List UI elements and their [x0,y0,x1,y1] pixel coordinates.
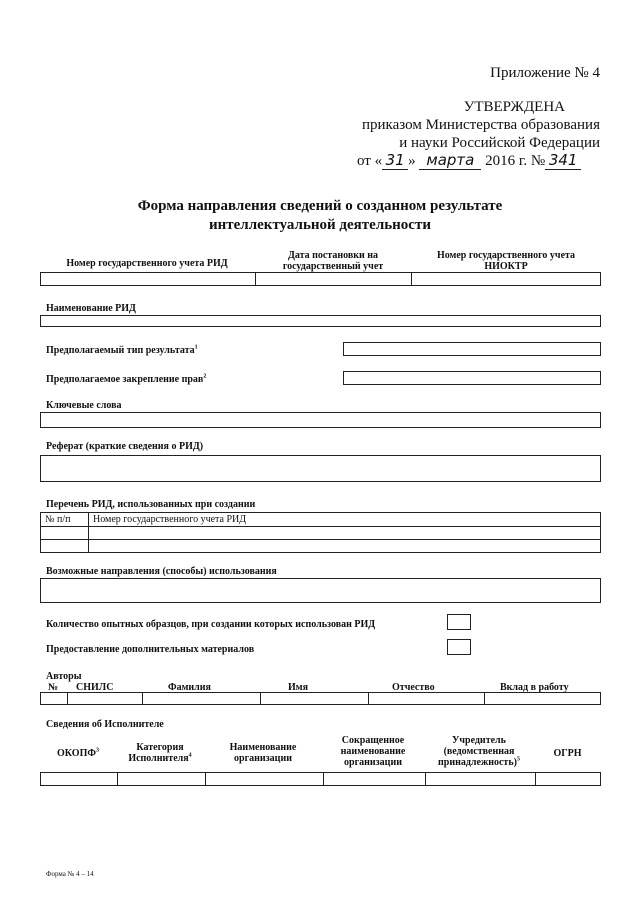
footnote-ref: 5 [516,756,520,763]
used-rid-row-divider [41,539,600,540]
executor-col-okopf [40,748,116,759]
rights-label [46,374,206,386]
used-rid-reg-header: Номер государственного учета РИД [93,514,247,525]
short-line-1: Сокращенное [341,735,405,746]
founder-line-2: (ведомственная [443,746,515,757]
authors-col-divider [67,693,68,704]
prototypes-label: Количество опытных образцов, при создании которых использован РИД [46,619,376,630]
rid-reg-number-header: Номер государственного учета РИД [66,258,228,269]
executor-col-founder [424,735,534,768]
prototypes-count-box[interactable] [447,614,471,630]
abstract-label: Реферат (краткие сведения о РИД) [46,441,204,452]
executor-col-divider [535,773,536,785]
order-line-2: и науки Российской Федерации [399,135,600,151]
executor-col-divider [425,773,426,785]
form-title-line-1: Форма направления сведений о созданном результате [137,198,503,214]
form-title-line-2: интеллектуальной деятельности [209,217,431,233]
niokr-number-header [411,250,601,272]
authors-col-divider [142,693,143,704]
short-line-2: наименование [340,746,406,757]
executor-col-divider [323,773,324,785]
keywords-field[interactable] [40,412,601,428]
rights-field[interactable] [343,371,601,385]
executor-col-divider [117,773,118,785]
registration-divider [255,273,256,285]
executor-col-short-name [322,735,424,768]
used-rid-row-divider [41,526,600,527]
usage-field[interactable] [40,578,601,603]
reg-date-header [255,250,411,272]
founder-line-3: принадлежность) [438,757,517,768]
rid-name-label: Наименование РИД [46,303,136,314]
executor-col-category [116,742,204,764]
executor-col-ogrn: ОГРН [553,748,582,759]
used-rid-num-header: № п/п [45,514,71,525]
date-day: 31 [382,151,408,170]
name-line-2: организации [234,753,292,764]
footnote-ref: 4 [188,752,192,759]
date-mid: » [408,153,416,169]
used-rid-table [40,512,601,553]
abstract-field[interactable] [40,455,601,482]
niokr-header-line-1: Номер государственного учета [436,250,576,261]
result-type-field[interactable] [343,342,601,356]
executor-col-name [204,742,322,764]
order-line-1: приказом Министерства образования [362,117,600,133]
category-line-2: Исполнителя [128,753,189,764]
category-line-1: Категория [136,742,184,753]
result-type-label [46,345,198,357]
registration-row [40,272,601,286]
authors-col-contribution: Вклад в работу [500,682,569,693]
footnote-ref: 3 [95,747,99,754]
authors-col-surname: Фамилия [168,682,211,693]
authors-col-divider [484,693,485,704]
executor-label: Сведения об Исполнителе [46,719,164,730]
result-type-text: Предполагаемый тип результата [46,345,195,356]
used-rid-col-divider [88,513,89,552]
used-rid-label: Перечень РИД, использованных при создании [46,499,256,510]
authors-col-snils: СНИЛС [76,682,114,693]
appendix-number: Приложение № 4 [490,65,600,81]
niokr-header-line-2: НИОКТР [484,261,528,272]
okopf-text: ОКОПФ [57,748,96,759]
date-month: марта [419,151,481,170]
usage-label: Возможные направления (способы) использования [46,566,277,577]
approved-heading: УТВЕРЖДЕНА [463,99,565,115]
authors-col-num: № [48,682,59,693]
authors-col-name: Имя [288,682,308,693]
executor-row [40,772,601,786]
reg-date-header-line-2: государственный учет [282,261,384,272]
keywords-label: Ключевые слова [46,400,122,411]
form-number-footer: Форма № 4 – 14 [46,870,94,878]
order-date [357,151,581,170]
short-line-3: организации [344,757,402,768]
materials-box[interactable] [447,639,471,655]
registration-divider [411,273,412,285]
authors-col-divider [368,693,369,704]
name-line-1: Наименование [229,742,297,753]
rid-name-field[interactable] [40,315,601,327]
authors-col-patronymic: Отчество [392,682,435,693]
executor-col-divider [205,773,206,785]
footnote-ref: 2 [203,373,207,380]
footnote-ref: 1 [194,344,198,351]
date-prefix: от « [357,153,383,169]
rights-text: Предполагаемое закрепление прав [46,374,204,385]
authors-row [40,692,601,705]
date-year: 2016 г. № [485,153,546,169]
order-number: 341 [545,151,581,170]
founder-line-1: Учредитель [452,735,506,746]
authors-col-divider [260,693,261,704]
materials-label: Предоставление дополнительных материалов [46,644,255,655]
authors-label: Авторы [46,671,82,682]
reg-date-header-line-1: Дата постановки на [287,250,379,261]
